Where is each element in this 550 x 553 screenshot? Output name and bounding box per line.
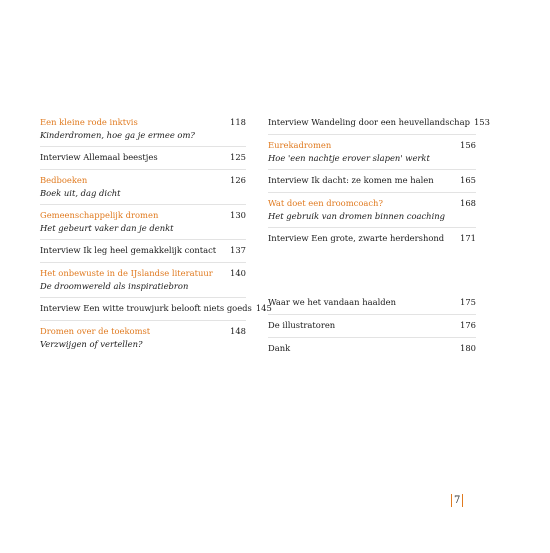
toc-entry-page: 137: [230, 245, 246, 255]
toc-entry-page: 118: [230, 117, 246, 127]
toc-entry-row: [268, 319, 476, 332]
toc-entry-row: [40, 209, 246, 222]
toc-entry-title: Waar we het vandaan haalden: [268, 297, 396, 307]
toc-right-bottom-group: [268, 295, 476, 357]
toc-entry-page: 168: [460, 198, 476, 208]
toc-entry-row: [268, 197, 476, 210]
toc-entry-row: [268, 116, 490, 129]
toc-entry-row: [268, 174, 476, 187]
toc-entry-title: Interview Ik dacht: ze komen me halen: [268, 175, 434, 185]
toc-entry-title: Bedboeken: [40, 175, 88, 185]
toc-entry: [268, 138, 476, 166]
toc-entry: [40, 173, 246, 201]
toc-entry-row: [40, 325, 246, 338]
divider: [40, 146, 246, 147]
toc-entry: [40, 266, 246, 294]
toc-entry-title: Interview Een grote, zwarte herdershond: [268, 233, 445, 243]
toc-column-right: [268, 115, 490, 357]
divider: [40, 262, 246, 263]
toc-entry-row: [268, 232, 476, 245]
divider: [40, 320, 246, 321]
toc-entry-title: Dank: [268, 343, 291, 353]
toc-entry-title: Interview Ik leg heel gemakkelijk contact: [40, 245, 217, 255]
toc-entry-row: [40, 302, 272, 315]
toc-entry-title: Gemeenschappelijk dromen: [40, 210, 159, 220]
toc-entry-page: 153: [473, 117, 490, 127]
toc-entry-page: 176: [460, 320, 476, 330]
toc-entry: [268, 318, 476, 334]
toc-entry-subtitle: Boek uit, dag dicht: [40, 188, 121, 198]
toc-entry-page: 125: [230, 152, 246, 162]
toc-entry-title: Eurekadromen: [268, 140, 332, 150]
toc-entry-page: 130: [230, 210, 246, 220]
toc-entry: [40, 208, 246, 236]
toc-entry-subtitle: Het gebeurt vaker dan je denkt: [40, 223, 174, 233]
toc-entry-row: [40, 174, 246, 187]
toc-entry-title: Interview Allemaal beestjes: [40, 152, 158, 162]
toc-entry-page: 126: [230, 175, 246, 185]
toc-entry-row: [268, 139, 476, 152]
toc-entry: [268, 115, 490, 131]
toc-entry-subtitle: Kinderdromen, hoe ga je ermee om?: [40, 130, 195, 140]
toc-entry-page: 180: [460, 343, 476, 353]
divider: [268, 314, 476, 315]
toc-entry-row: [268, 342, 476, 355]
toc-entry-page: 148: [230, 326, 246, 336]
toc-entry-page: 175: [460, 297, 476, 307]
divider: [40, 239, 246, 240]
toc-entry-page: 145: [255, 303, 272, 313]
toc-entry: [268, 196, 476, 224]
toc-entry: [268, 295, 476, 311]
toc-entry-row: [40, 116, 246, 129]
toc-entry: [268, 173, 476, 189]
divider: [268, 169, 476, 170]
toc-entry: [40, 301, 272, 317]
toc-entry-page: 140: [230, 268, 246, 278]
toc-entry: [40, 150, 246, 166]
toc-entry-row: [40, 151, 246, 164]
toc-entry-row: [268, 296, 476, 309]
toc-entry-row: [40, 267, 246, 280]
toc-entry-title: Interview Wandeling door een heuvellandschap: [268, 117, 470, 127]
divider: [40, 169, 246, 170]
toc-entry-title: Interview Een witte trouwjurk belooft niets goeds: [40, 303, 252, 313]
section-gap: [268, 247, 476, 295]
toc-entry-title: Het onbewuste in de IJslandse literatuur: [40, 268, 213, 278]
toc-right-top-group: [268, 115, 490, 247]
toc-entry-title: Een kleine rode inktvis: [40, 117, 138, 127]
toc-entry-title: Dromen over de toekomst: [40, 326, 151, 336]
divider: [40, 204, 246, 205]
toc-column-left: [40, 115, 272, 352]
toc-entry: [40, 324, 246, 352]
toc-entry: [268, 341, 476, 357]
toc-entry-title: De illustratoren: [268, 320, 336, 330]
divider: [268, 227, 476, 228]
toc-entry-subtitle: De droomwereld als inspiratiebron: [40, 281, 189, 291]
toc-entry-page: 165: [460, 175, 476, 185]
toc-entry: [40, 115, 246, 143]
toc-entry: [268, 231, 476, 247]
toc-entry-row: [40, 244, 246, 257]
divider: [268, 337, 476, 338]
toc-entry-subtitle: Hoe 'een nachtje erover slapen' werkt: [268, 153, 430, 163]
toc-entry-subtitle: Het gebruik van dromen binnen coaching: [268, 211, 446, 221]
page-number: 7: [451, 494, 463, 507]
divider: [268, 192, 476, 193]
toc-entry-page: 156: [460, 140, 476, 150]
toc-entry-page: 171: [460, 233, 476, 243]
toc-entry-subtitle: Verzwijgen of vertellen?: [40, 339, 143, 349]
divider: [40, 297, 246, 298]
toc-entry: [40, 243, 246, 259]
toc-entry-title: Wat doet een droomcoach?: [268, 198, 383, 208]
divider: [268, 134, 476, 135]
